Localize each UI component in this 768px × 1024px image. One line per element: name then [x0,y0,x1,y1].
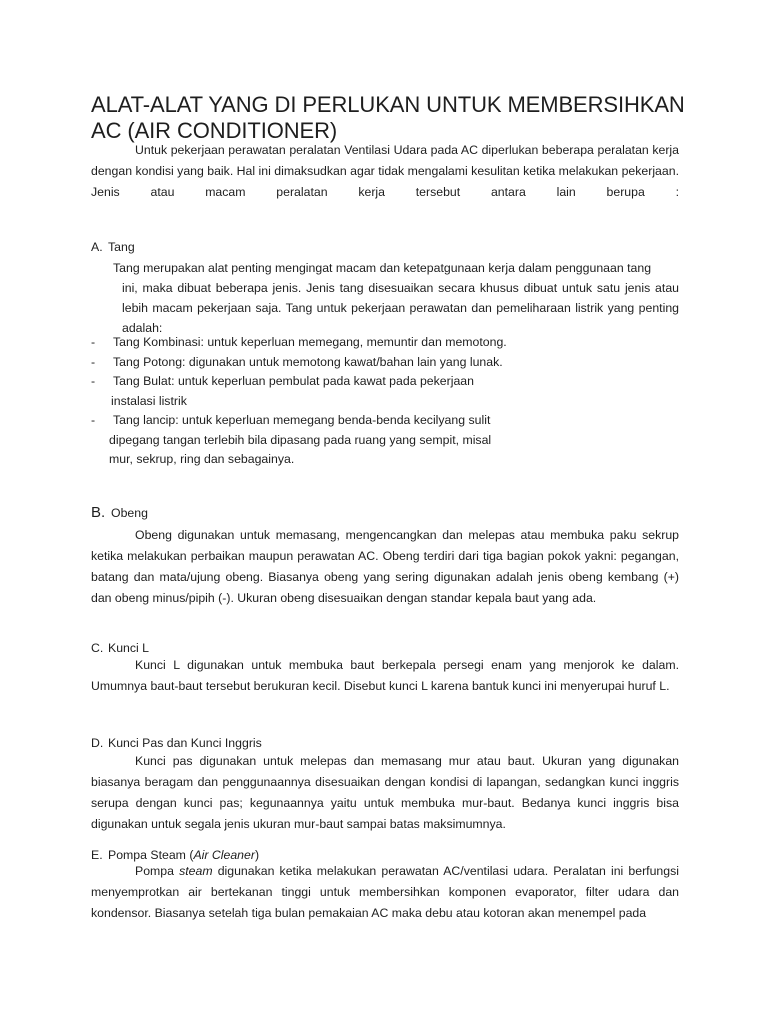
section-e-text-pre: Pompa [135,864,180,878]
list-item-continuation: instalasi listrik [111,393,187,408]
section-c-letter: C. [91,641,104,655]
section-e-letter: E. [91,848,103,862]
list-item [91,333,531,353]
section-c-title: Kunci L [108,641,150,655]
section-e-title-post: ) [254,848,260,862]
section-d-paragraph [91,751,679,835]
section-d-text: Kunci pas digunakan untuk melepas dan memasang mur atau baut. Ukuran yang digunakan biasanya beragam dan penggunaannya disesuaikan dengan kondisi di lapangan, sedangkan kunci inggris serupa dengan kunci pas; kegunaannya yaitu untuk membuka mur-baut. Bedanya kunci inggris bisa digunakan untuk segala jenis ukuran mur-baut sampai batas maksimumnya. [91,754,679,831]
section-a-intro-rest: ini, maka dibuat beberapa jenis. Jenis tang disesuaikan secara khusus dibuat untuk satu jenis atau lebih macam pekerjaan saja. Tang untuk pekerjaan perawatan dan pemeliharaan listrik yang penting adalah: [122,281,679,335]
section-d-letter: D. [91,736,104,750]
section-b-letter: B. [91,504,106,521]
section-a-letter: A. [91,240,103,254]
section-b-text: Obeng digunakan untuk memasang, mengencangkan dan melepas atau membuka paku sekrup ketika melakukan perbaikan maupun perawatan AC. Obeng terdiri dari tiga bagian pokok yakni: pegangan, batang dan mata/ujung obeng. Biasanya obeng yang sering digunakan adalah jenis obeng kembang (+) dan obeng minus/pipih (-). Ukuran obeng disesuaikan dengan standar kepala baut yang ada. [91,528,679,605]
section-e-paragraph [91,861,679,924]
section-c-heading [91,640,149,656]
list-item-continuation: dipegang tangan terlebih bila dipasang pada ruang yang sempit, misal [109,432,492,447]
list-dash: - [91,335,96,349]
list-item-text: Tang Bulat: untuk keperluan pembulat pada kawat pada pekerjaan [113,374,474,388]
intro-paragraph [91,140,679,203]
list-dash: - [91,374,96,388]
section-a-title: Tang [108,240,135,254]
section-d-heading [91,735,262,751]
section-d-title: Kunci Pas dan Kunci Inggris [108,736,262,750]
section-e-title-pre: Pompa Steam ( [108,848,194,862]
list-item-text: Tang Potong: digunakan untuk memotong kawat/bahan lain yang lunak. [113,355,503,369]
list-item-text: Tang Kombinasi: untuk keperluan memegang, memuntir dan memotong. [113,335,507,349]
list-item [91,353,531,373]
section-e-text-post: digunakan ketika melakukan perawatan AC/ventilasi udara. Peralatan ini berfungsi menyemprotkan air bertekanan tinggi untuk membersihkan komponen evaporator, filter udara dan kondensor. Biasanya setelah tiga bulan pemakaian AC maka debu atau kotoran akan menempel pada [91,864,679,920]
section-e-title-italic: Air Cleaner [193,848,255,862]
list-dash: - [91,413,96,427]
section-b-heading [91,505,148,521]
intro-text: Untuk pekerjaan perawatan peralatan Ventilasi Udara pada AC diperlukan beberapa peralatan kerja dengan kondisi yang baik. Hal ini dimaksudkan agar tidak mengalami kesulitan ketika melakukan pekerjaan. Jenis atau macam peralatan kerja tersebut antara lain berupa : [91,143,679,199]
section-c-text: Kunci L digunakan untuk membuka baut berkepala persegi enam yang menjorok ke dalam. Umumnya baut-baut tersebut berukuran kecil. Disebut kunci L karena bantuk kunci ini menyerupai huruf L. [91,658,679,693]
section-a-heading [91,239,135,255]
list-item [91,411,531,470]
list-item-continuation: mur, sekrup, ring dan sebagainya. [109,452,295,466]
section-c-paragraph [91,655,679,697]
section-a-intro-line1: Tang merupakan alat penting mengingat macam dan ketepatgunaan kerja dalam penggunaan tang [113,261,652,275]
section-a-intro [113,258,679,338]
document-title: ALAT-ALAT YANG DI PERLUKAN UNTUK MEMBERSIHKAN AC (AIR CONDITIONER) [91,92,685,143]
list-dash: - [91,355,96,369]
section-b-title: Obeng [111,506,148,520]
list-item [91,372,531,411]
section-e-text-italic: steam [179,864,213,878]
list-item-text: Tang lancip: untuk keperluan memegang benda-benda kecilyang sulit [113,413,491,427]
section-b-paragraph [91,525,679,609]
